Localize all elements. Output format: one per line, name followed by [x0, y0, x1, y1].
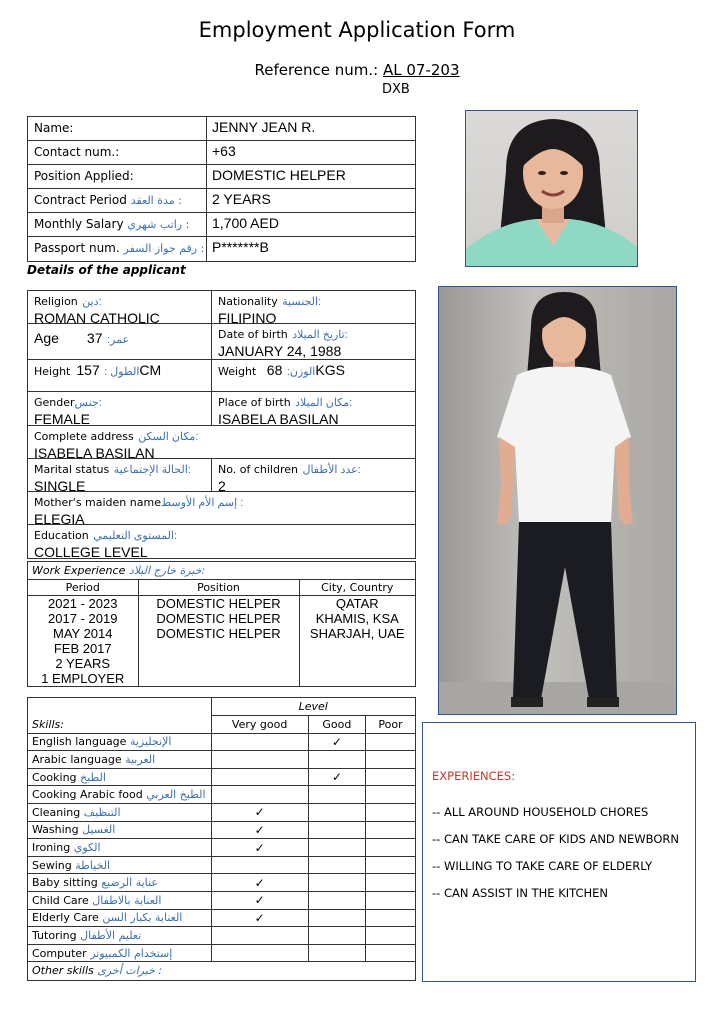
dob-value: JANUARY 24, 1988	[218, 343, 342, 359]
basic-info-label	[28, 237, 207, 261]
other-skills-cell	[28, 962, 415, 980]
check-icon: ✓	[254, 805, 265, 820]
skill-level-cell	[211, 821, 308, 839]
details-row	[28, 426, 415, 459]
label-text: Monthly Salary	[34, 217, 124, 231]
applicant-details-table	[27, 290, 416, 559]
form-title: Employment Application Form	[198, 18, 516, 42]
skill-name: Cooking	[32, 770, 77, 784]
label-text: Position Applied:	[34, 169, 134, 183]
nationality-label-ar: الجنسية:	[282, 296, 322, 308]
basic-info-label	[28, 117, 207, 140]
level-very-good: Very good	[211, 716, 308, 734]
skill-row	[28, 768, 415, 786]
skill-name: Ironing	[32, 841, 71, 855]
dob-cell	[212, 324, 415, 359]
skill-name-ar: الخياطة	[75, 858, 111, 872]
skill-level-cell	[366, 874, 415, 892]
other-skills-label: Other skills	[32, 964, 94, 978]
weight-cell	[212, 360, 415, 391]
birthplace-label-ar: مكان الميلاد:	[295, 397, 353, 409]
skill-level-cell	[366, 944, 415, 962]
position-cell: DOMESTIC HELPER	[138, 611, 299, 626]
skill-name-ar: العناية بالاطفال	[92, 893, 162, 907]
other-skills-row	[28, 962, 415, 980]
skill-row	[28, 874, 415, 892]
level-good: Good	[308, 716, 365, 734]
details-row	[28, 525, 415, 558]
table-row	[28, 596, 415, 612]
gender-value: FEMALE	[34, 411, 91, 427]
skill-name: Sewing	[32, 858, 72, 872]
label-text-ar: راتب شهري :	[127, 218, 190, 231]
skill-row	[28, 733, 415, 751]
check-icon: ✓	[331, 734, 342, 749]
check-icon: ✓	[254, 840, 265, 855]
address-cell	[28, 426, 415, 461]
skill-name: Cleaning	[32, 805, 81, 819]
skill-label	[28, 856, 211, 874]
period-line: MAY 2014	[52, 626, 113, 641]
skill-label	[28, 751, 211, 769]
work-experience-table	[27, 561, 416, 687]
skill-label	[28, 909, 211, 927]
dob-label-ar: تاريخ الميلاد:	[292, 329, 348, 341]
details-row	[28, 324, 415, 360]
address-label-ar: مكان السكن:	[138, 431, 199, 443]
skill-name-ar: الكوي	[73, 841, 101, 855]
skills-header: Skills:	[28, 716, 211, 734]
work-experience-title	[28, 562, 415, 580]
skill-level-cell	[308, 944, 365, 962]
skill-name-ar: التنظيف	[83, 805, 121, 819]
nationality-cell	[212, 291, 415, 326]
basic-info-value: 2 YEARS	[212, 191, 271, 207]
weight-label-ar: الوزن:	[286, 366, 316, 378]
religion-value: ROMAN CATHOLIC	[34, 310, 160, 326]
skill-name: Computer	[32, 946, 87, 960]
position-cell: DOMESTIC HELPER	[138, 596, 299, 612]
age-value: 37	[86, 330, 103, 346]
skill-level-cell	[308, 839, 365, 857]
skills-col-header-row	[28, 716, 415, 734]
skills-blank-cell	[28, 698, 211, 716]
experiences-heading: EXPERIENCES:	[432, 769, 516, 783]
address-value: ISABELA BASILAN	[34, 445, 155, 461]
label-text: Name:	[34, 121, 74, 135]
skill-level-cell	[308, 733, 365, 751]
skill-level-cell	[366, 927, 415, 945]
level-poor: Poor	[366, 716, 415, 734]
skill-level-cell	[366, 768, 415, 786]
skill-level-cell	[211, 944, 308, 962]
skill-label	[28, 839, 211, 857]
details-row	[28, 360, 415, 392]
period-line: FEB 2017	[53, 641, 112, 656]
height-cell	[28, 360, 212, 391]
label-text: Contract Period	[34, 193, 127, 207]
skill-level-cell	[366, 821, 415, 839]
skills-level-header-row	[28, 698, 415, 716]
skill-level-cell	[308, 874, 365, 892]
skill-level-cell	[366, 892, 415, 910]
check-icon: ✓	[331, 770, 342, 785]
gender-cell	[28, 392, 212, 425]
skill-level-cell	[308, 821, 365, 839]
skills-table	[27, 697, 416, 981]
age-cell	[28, 324, 212, 359]
religion-label: Religion	[34, 295, 78, 308]
skill-row	[28, 927, 415, 945]
skill-label	[28, 892, 211, 910]
basic-info-value: 1,700 AED	[212, 215, 279, 231]
skill-label	[28, 927, 211, 945]
age-label: Age	[34, 330, 59, 346]
skill-level-cell	[308, 892, 365, 910]
location-code: DXB	[382, 82, 410, 97]
basic-info-row	[28, 141, 415, 165]
col-location: City, Country	[299, 580, 415, 596]
reference-number: AL 07-203	[383, 61, 460, 79]
education-value: COLLEGE LEVEL	[34, 544, 148, 560]
col-period: Period	[28, 580, 138, 596]
dob-label: Date of birth	[218, 328, 288, 341]
weight-value: 68KGS	[266, 362, 345, 378]
experience-item: -- ALL AROUND HOUSEHOLD CHORES	[432, 805, 649, 819]
period-line: 1 EMPLOYER	[41, 671, 125, 686]
basic-info-value: P*******B	[212, 239, 269, 255]
skill-label	[28, 786, 211, 804]
skill-name: Washing	[32, 823, 79, 837]
basic-info-row	[28, 165, 415, 189]
skill-name: Elderly Care	[32, 911, 99, 925]
position-cell: DOMESTIC HELPER	[138, 626, 299, 686]
basic-info-row	[28, 213, 415, 237]
skill-name-ar: الطبخ العربي	[146, 788, 206, 802]
height-label: Height	[34, 365, 71, 378]
skill-level-cell	[211, 768, 308, 786]
mother-label-ar: إسم الأم الأوسط :	[160, 497, 244, 509]
nationality-value: FILIPINO	[218, 310, 277, 326]
label-text: Passport num.	[34, 241, 120, 255]
children-cell	[212, 459, 415, 494]
height-label-ar: الطول :	[104, 366, 140, 378]
skill-row	[28, 909, 415, 927]
education-label: Education	[34, 529, 89, 542]
check-icon: ✓	[254, 910, 265, 925]
nationality-label: Nationality	[218, 295, 278, 308]
location-cell: SHARJAH, UAE	[299, 626, 415, 686]
skill-level-cell	[366, 804, 415, 822]
check-icon: ✓	[254, 822, 265, 837]
skill-row	[28, 839, 415, 857]
location-cell: QATAR	[299, 596, 415, 612]
skill-level-cell	[211, 909, 308, 927]
skill-name-ar: العربية	[125, 753, 156, 767]
basic-info-table	[27, 116, 416, 262]
table-row	[28, 611, 415, 626]
skill-row	[28, 821, 415, 839]
reference-label: Reference num.:	[254, 61, 379, 79]
skill-row	[28, 786, 415, 804]
skill-level-cell	[211, 892, 308, 910]
basic-info-label	[28, 141, 207, 164]
work-title-label: Work Experience	[32, 564, 126, 577]
education-label-ar: المستوى التعليمي:	[93, 530, 178, 542]
skill-level-cell	[308, 786, 365, 804]
skill-name: Child Care	[32, 893, 89, 907]
skill-level-cell	[211, 804, 308, 822]
portrait-illustration	[466, 111, 638, 267]
skill-name: Baby sitting	[32, 876, 98, 890]
skill-level-cell	[211, 927, 308, 945]
details-row	[28, 459, 415, 492]
check-icon: ✓	[254, 875, 265, 890]
basic-info-row	[28, 117, 415, 141]
skill-name-ar: الطبخ	[80, 770, 106, 784]
basic-info-value: DOMESTIC HELPER	[212, 167, 346, 183]
skill-row	[28, 751, 415, 769]
period-cell: 2021 - 2023	[48, 596, 118, 611]
reference-line	[0, 61, 714, 79]
skill-level-cell	[308, 856, 365, 874]
skill-row	[28, 856, 415, 874]
experience-item: -- WILLING TO TAKE CARE OF ELDERLY	[432, 859, 653, 873]
work-title-label-ar: خبرة خارج البلاد:	[128, 564, 206, 577]
skill-level-cell	[366, 839, 415, 857]
location-cell: KHAMIS, KSA	[299, 611, 415, 626]
skill-label	[28, 804, 211, 822]
mother-value: ELEGIA	[34, 511, 85, 527]
details-row	[28, 392, 415, 426]
basic-info-value: +63	[212, 143, 236, 159]
basic-info-label	[28, 213, 207, 236]
skill-row	[28, 944, 415, 962]
applicant-portrait-photo	[465, 110, 638, 267]
details-row	[28, 492, 415, 525]
other-skills-label-ar: خبرات أخرى :	[97, 964, 163, 978]
skill-level-cell	[366, 856, 415, 874]
label-text: Contact num.:	[34, 145, 120, 159]
basic-info-value: JENNY JEAN R.	[212, 119, 316, 135]
skill-level-cell	[366, 909, 415, 927]
period-cell: 2017 - 2019	[48, 611, 118, 626]
children-label: No. of children	[218, 463, 298, 476]
skill-level-cell	[308, 927, 365, 945]
skill-level-cell	[211, 751, 308, 769]
basic-info-row	[28, 189, 415, 213]
mother-cell	[28, 492, 415, 527]
basic-info-label	[28, 165, 207, 188]
skill-name: Arabic language	[32, 753, 122, 767]
skill-label	[28, 768, 211, 786]
height-value: 157CM	[76, 362, 162, 378]
skill-level-cell	[308, 804, 365, 822]
level-header: Level	[211, 698, 415, 716]
address-label: Complete address	[34, 430, 134, 443]
period-line: 2 YEARS	[55, 656, 111, 671]
skill-level-cell	[211, 786, 308, 804]
skill-name-ar: عناية الرضيع	[101, 876, 158, 890]
details-row	[28, 291, 415, 324]
mother-label: Mother's maiden name	[34, 496, 161, 509]
skill-name: Tutoring	[32, 929, 77, 943]
education-cell	[28, 525, 415, 558]
skill-level-cell	[211, 839, 308, 857]
children-value: 2	[218, 478, 226, 494]
skill-label	[28, 874, 211, 892]
experience-item: -- CAN TAKE CARE OF KIDS AND NEWBORN	[432, 832, 679, 846]
religion-cell	[28, 291, 212, 326]
religion-label-ar: دين:	[82, 296, 102, 308]
marital-value: SINGLE	[34, 478, 86, 494]
skill-level-cell	[308, 768, 365, 786]
basic-info-row	[28, 237, 415, 261]
full-body-illustration	[439, 287, 677, 715]
skill-level-cell	[366, 786, 415, 804]
skill-level-cell	[211, 733, 308, 751]
skill-row	[28, 804, 415, 822]
skill-name: English language	[32, 735, 127, 749]
gender-label: Gender	[34, 396, 75, 409]
skill-name-ar: الإنجليزية	[129, 735, 172, 749]
check-icon: ✓	[254, 893, 265, 908]
skill-name-ar: إستخدام الكمبيوتر	[90, 946, 173, 960]
details-title: Details of the applicant	[27, 263, 186, 277]
age-label-ar: عمر:	[106, 334, 130, 346]
label-text-ar: رقم جواز السفر :	[123, 242, 205, 255]
skill-level-cell	[211, 856, 308, 874]
experience-item: -- CAN ASSIST IN THE KITCHEN	[432, 886, 609, 900]
marital-cell	[28, 459, 212, 494]
experiences-box	[422, 722, 696, 982]
skill-label	[28, 733, 211, 751]
marital-label-ar: الحالة الإجتماعية:	[113, 464, 191, 476]
skill-level-cell	[308, 751, 365, 769]
children-label-ar: عدد الأطفال:	[302, 464, 361, 476]
period-cell	[28, 626, 138, 686]
birthplace-value: ISABELA BASILAN	[218, 411, 339, 427]
skill-row	[28, 892, 415, 910]
skill-level-cell	[308, 909, 365, 927]
skill-name-ar: العناية بكبار السن	[102, 911, 183, 925]
label-text-ar: مدة العقد :	[130, 194, 182, 207]
skill-label	[28, 944, 211, 962]
weight-label: Weight	[218, 365, 257, 378]
skill-level-cell	[366, 751, 415, 769]
birthplace-cell	[212, 392, 415, 425]
skill-name: Cooking Arabic food	[32, 788, 143, 802]
gender-label-ar: جنس:	[74, 397, 102, 409]
skill-name-ar: تعليم الأطفال	[80, 929, 142, 943]
skill-level-cell	[366, 733, 415, 751]
marital-label: Marital status	[34, 463, 110, 476]
skill-label	[28, 821, 211, 839]
col-position: Position	[138, 580, 299, 596]
table-row	[28, 626, 415, 686]
skill-level-cell	[211, 874, 308, 892]
skill-name-ar: الغسيل	[82, 823, 116, 837]
birthplace-label: Place of birth	[218, 396, 291, 409]
applicant-full-body-photo	[438, 286, 677, 715]
basic-info-label	[28, 189, 207, 212]
